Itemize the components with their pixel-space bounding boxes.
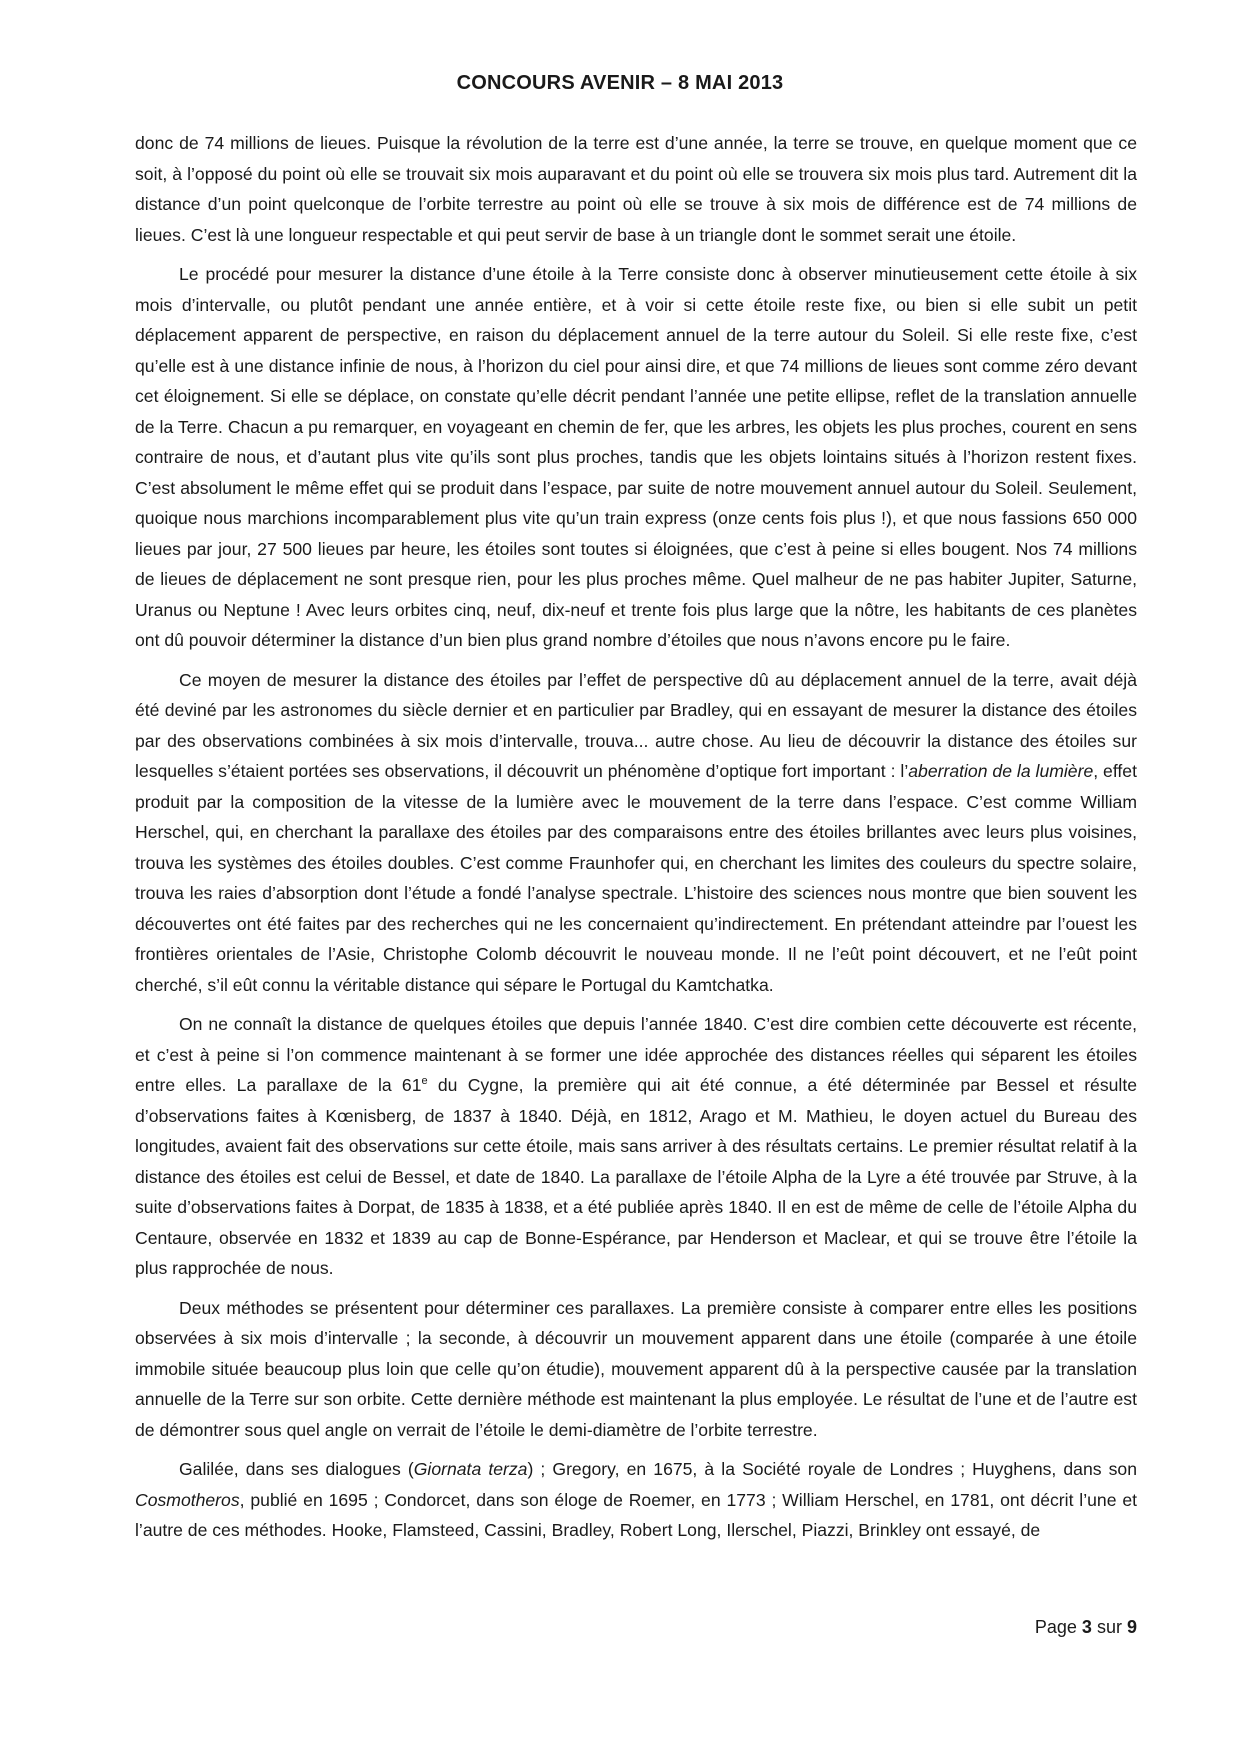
paragraph-1: donc de 74 millions de lieues. Puisque la révolution de la terre est d’une année, la terre se trouve, en quelque moment que ce soit, à l’opposé du point où elle se trouvait six mois auparavant et du point où elle se trouvera six mois plus tard. Autrement dit la distance d’un point quelconque de l’orbite terrestre au point où elle se trouve à six mois de différence est de 74 millions de lieues. C’est là une longueur respectable et qui peut servir de base à un triangle dont le sommet serait une étoile. [135,133,1137,245]
total-pages-number: 9 [1126,1617,1137,1637]
of-label: sur [1096,1617,1122,1637]
page-header [0,72,1240,95]
page-label: Page [1034,1617,1077,1637]
paragraph-5: Deux méthodes se présentent pour déterminer ces parallaxes. La première consiste à comparer entre elles les positions observées à six mois d’intervalle ; la seconde, à découvrir un mouvement apparent dans une étoile (comparée à une étoile immobile située beaucoup plus loin que celle qu’on étudie), mouvement apparent dû à la perspective causée par la translation annuelle de la Terre sur son orbite. Cette dernière méthode est maintenant la plus employée. Le résultat de l’une et de l’autre est de démontrer sous quel angle on verrait de l’étoile le demi-diamètre de l’orbite terrestre. [135,1297,1137,1440]
italic-title-cosmotheros: Cosmotheros [135,1489,240,1510]
body-text [135,128,1137,1555]
italic-term-aberration: aberration de la lumière [908,761,1094,781]
italic-title-giornata: Giornata terza [413,1459,528,1479]
paragraph-2: Le procédé pour mesurer la distance d’une étoile à la Terre consiste donc à observer minutieusement cette étoile à six mois d’intervalle, ou plutôt pendant une année entière, et à voir si cette étoile reste fixe, ou bien si elle subit un petit déplacement apparent de perspective, en raison du déplacement annuel de la terre autour du Soleil. Si elle reste fixe, c’est qu’elle est à une distance infinie de nous, à l’horizon du ciel pour ainsi dire, et que 74 millions de lieues sont comme zéro devant cet éloignement. Si elle se déplace, on constate qu’elle décrit pendant l’année une petite ellipse, reflet de la translation annuelle de la Terre. Chacun a pu remarquer, en voyageant en chemin de fer, que les arbres, les objets les plus proches, courent en sens contraire de nous, et d’autant plus vite qu’ils sont plus proches, tandis que les objets lointains situés à l’horizon restent fixes. C’est absolument le même effet qui se produit dans l’espace, par suite de notre mouvement annuel autour du Soleil. Seulement, quoique nous marchions incomparablement plus vite qu’un train express (onze cents fois plus !), et que nous fassions 650 000 lieues par jour, 27 500 lieues par heure, les étoiles sont toutes si éloignées, que c’est à peine si elles bougent. Nos 74 millions de lieues de déplacement ne sont presque rien, pour les plus proches même. Quel malheur de ne pas habiter Jupiter, Saturne, Uranus ou Neptune ! Avec leurs orbites cinq, neuf, dix-neuf et trente fois plus large que la nôtre, les habitants de ces planètes ont dû pouvoir déterminer la distance d’un bien plus grand nombre d’étoiles que nous n’avons encore pu le faire. [135,264,1137,650]
paragraph-3: Ce moyen de mesurer la distance des étoiles par l’effet de perspective dû au déplacement annuel de la terre, avait déjà été deviné par les astronomes du siècle dernier et en particulier par Bradley, qui en essayant de mesurer la distance des étoiles par des observations combinées à six mois d’intervalle, trouva... autre chose. Au lieu de découvrir la distance des étoiles sur lesquelles s’étaient portées ses observations, il découvrit un phénomène d’optique fort important : l’aberration de la lumière, effet produit par la composition de la vitesse de la lumière avec le mouvement de la terre dans l’espace. C’est comme William Herschel, qui, en cherchant la parallaxe des étoiles par des comparaisons entre des étoiles brillantes avec leurs plus voisines, trouva les systèmes des étoiles doubles. C’est comme Fraunhofer qui, en cherchant les limites des couleurs du spectre solaire, trouva les raies d’absorption dont l’étude a fondé l’analyse spectrale. L’histoire des sciences nous montre que bien souvent les découvertes ont été faites par des recherches qui ne les concernaient qu’indirectement. En prétendant atteindre par l’ouest les frontières orientales de l’Asie, Christophe Colomb découvrit le nouveau monde. Il ne l’eût point découvert, et ne l’eût point cherché, s’il eût connu la véritable distance qui sépare le Portugal du Kamtchatka. [135,669,1137,995]
page-footer [1035,1617,1137,1638]
superscript: e [421,1075,428,1088]
paragraph-6: Galilée, dans ses dialogues (Giornata terza) ; Gregory, en 1675, à la Société royale de Londres ; Huyghens, dans son Cosmotheros, publié en 1695 ; Condorcet, dans son éloge de Roemer, en 1773 ; William Herschel, en 1781, ont décrit l’une et l’autre de ces méthodes. Hooke, Flamsteed, Cassini, Bradley, Robert Long, Ilerschel, Piazzi, Brinkley ont essayé, de [135,1459,1138,1540]
paragraph-4: On ne connaît la distance de quelques étoiles que depuis l’année 1840. C’est dire combien cette découverte est récente, et c’est à peine si l’on commence maintenant à se former une idée approchée des distances réelles qui séparent les étoiles entre elles. La parallaxe de la 61e du Cygne, la première qui ait été connue, a été déterminée par Bessel et résulte d’observations faites à Kœnisberg, de 1837 à 1840. Déjà, en 1812, Arago et M. Mathieu, le doyen actuel du Bureau des longitudes, avaient fait des observations sur cette étoile, mais sans arriver à des résultats certains. Le premier résultat relatif à la distance des étoiles est celui de Bessel, et date de 1840. La parallaxe de l’étoile Alpha de la Lyre a été trouvée par Struve, à la suite d’observations faites à Dorpat, de 1835 à 1838, et a été publiée après 1840. Il en est de même de celle de l’étoile Alpha du Centaure, observée en 1832 et 1839 au cap de Bonne-Espérance, par Henderson et Maclear, et qui se trouve être l’étoile la plus rapprochée de nous. [135,1014,1137,1278]
document-title: CONCOURS AVENIR – 8 MAI 2013 [456,72,784,94]
current-page-number: 3 [1081,1617,1092,1637]
